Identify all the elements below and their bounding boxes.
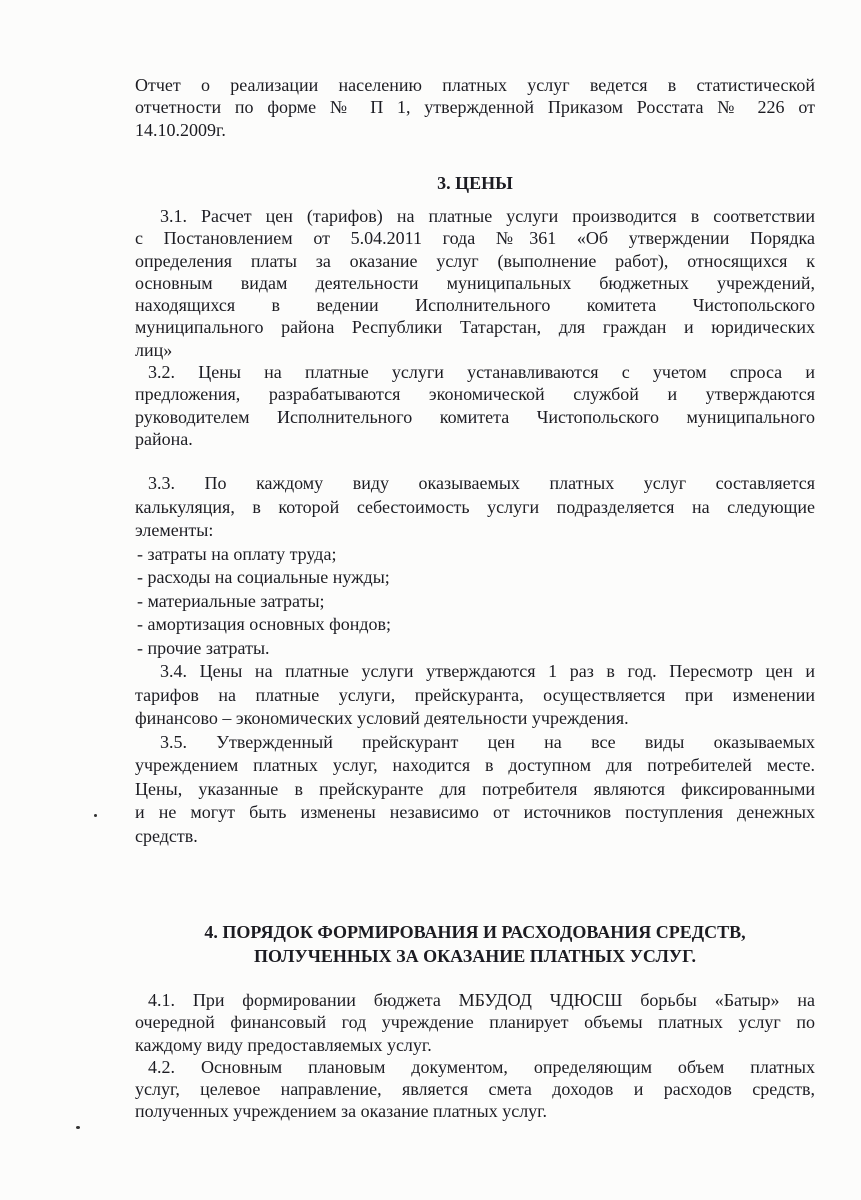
text-line: находящихся в ведении Исполнительного комитета Чистопольского <box>135 295 815 316</box>
text-line: Цены, указанные в прейскуранте для потребителя являются фиксированными <box>135 778 815 799</box>
text-line: калькуляция, в которой себестоимость услуги подразделяется на следующие <box>135 496 815 517</box>
text-line: очередной финансовый год учреждение планирует объемы платных услуг по <box>135 1012 815 1033</box>
text-line: 3.1. Расчет цен (тарифов) на платные услуги производится в соответствии <box>160 206 815 226</box>
section-4-block <box>135 989 815 1123</box>
section-3-block-b <box>135 472 815 848</box>
text-line: района. <box>135 428 193 449</box>
text-line: лиц» <box>135 339 173 360</box>
text-line: предложения, разрабатываются экономической службой и утверждаются <box>135 384 815 405</box>
text-line: и не могут быть изменены независимо от источников поступления денежных <box>135 802 815 822</box>
intro-paragraph <box>135 74 815 141</box>
text-line: - затраты на оплату труда; <box>137 543 337 564</box>
text-line: 3.3. По каждому виду оказываемых платных услуг составляется <box>148 473 815 493</box>
text-line: Отчет о реализации населению платных услуг ведется в статистической <box>135 75 815 95</box>
text-line: 3.4. Цены на платные услуги утверждаются 1 раз в год. Пересмотр цен и <box>160 661 815 681</box>
text-line: элементы: <box>135 520 214 540</box>
text-line: - амортизация основных фондов; <box>137 614 392 634</box>
text-line: каждому виду предоставляемых услуг. <box>135 1034 432 1055</box>
text-line: 3.2. Цены на платные услуги устанавливаются с учетом спроса и <box>148 362 815 383</box>
text-line: отчетности по форме № П 1, утвержденной Приказом Росстата № 226 от <box>135 97 815 118</box>
text-line: услуг, целевое направление, является смета доходов и расходов средств, <box>135 1079 815 1100</box>
text-line: определения платы за оказание услуг (выполнение работ), относящихся к <box>135 250 815 271</box>
section-4-heading-line-2: ПОЛУЧЕННЫХ ЗА ОКАЗАНИЕ ПЛАТНЫХ УСЛУГ. <box>253 946 697 966</box>
text-line: основным видам деятельности муниципальных бюджетных учреждений, <box>135 272 815 293</box>
text-line: полученных учреждением за оказание платных услуг. <box>135 1101 548 1122</box>
scan-speck <box>76 1126 80 1129</box>
section-3-heading: 3. ЦЕНЫ <box>437 173 513 193</box>
text-line: средств. <box>135 825 198 846</box>
text-line: финансово – экономических условий деятельности учреждения. <box>135 708 629 728</box>
text-line: 4.2. Основным плановым документом, определяющим объем платных <box>148 1056 815 1077</box>
text-line: руководителем Исполнительного комитета Чистопольского муниципального <box>135 406 815 427</box>
scan-speck <box>94 814 97 817</box>
text-line: с Постановлением от 5.04.2011 года №361 «Об утверждении Порядка <box>135 228 815 249</box>
text-line: муниципального района Республики Татарстан, для граждан и юридических <box>135 317 815 338</box>
text-line: 14.10.2009г. <box>135 119 226 140</box>
text-line: - материальные затраты; <box>137 590 325 611</box>
text-line: - прочие затраты. <box>137 637 270 658</box>
section-4-heading-line-1: 4. ПОРЯДОК ФОРМИРОВАНИЯ И РАСХОДОВАНИЯ СРЕДСТВ, <box>204 922 746 942</box>
text-line: - расходы на социальные нужды; <box>137 567 390 587</box>
text-line: тарифов на платные услуги, прейскуранта, осуществляется при изменении <box>135 684 815 705</box>
text-line: 3.5. Утвержденный прейскурант цен на все виды оказываемых <box>160 731 815 752</box>
section-3-block-a <box>135 205 815 450</box>
text-line: 4.1. При формировании бюджета МБУДОД ЧДЮСШ борьбы «Батыр» на <box>148 990 815 1010</box>
text-line: учреждением платных услуг, находится в доступном для потребителей месте. <box>135 755 815 775</box>
